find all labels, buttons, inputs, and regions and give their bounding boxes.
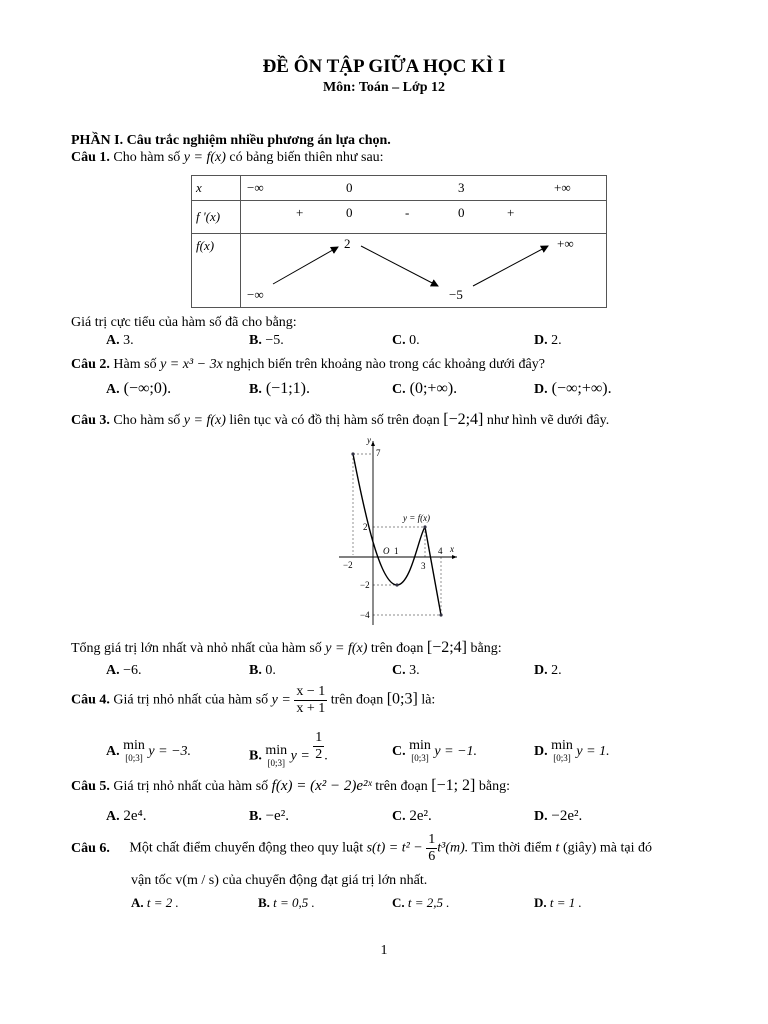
question-text: Giá trị cực tiểu của hàm số đã cho bằng: — [71, 315, 297, 330]
answer-b: B. −e². — [249, 808, 289, 824]
answer-c: C. min [0;3] y = −1. — [392, 738, 478, 763]
table-cell: +∞ — [557, 236, 574, 251]
variation-arrows — [241, 234, 601, 308]
question-3: Câu 3. Cho hàm số y = f(x) liên tục và có đồ thị hàm số trên đoạn [−2;4] như hình vẽ dưới đây. — [71, 411, 610, 428]
table-cell: 0 — [346, 180, 353, 195]
table-cell: +∞ — [554, 180, 571, 195]
table-cell: 0 — [458, 205, 465, 220]
curve-label: y = f(x) — [403, 513, 431, 523]
answer-a: A. (−∞;0). — [106, 380, 172, 397]
answer-b: B. −5. — [249, 333, 284, 348]
origin-label: O — [383, 546, 390, 556]
answer-b: B. 0. — [249, 663, 276, 678]
answer-d: D. min [0;3] y = 1. — [534, 738, 610, 763]
answer-d: D. 2. — [534, 333, 562, 348]
fraction: $\frac{x - 1}{x + 1}$ — [296, 684, 326, 716]
x-tick-label: 4 — [438, 546, 443, 556]
answer-a: A. 3. — [106, 333, 134, 348]
table-cell: + — [507, 205, 515, 220]
question-6: Câu 6. Một chất điểm chuyển động theo quy luật s(t) = t² − $\frac{1}{6}$ t³(m). Tìm thời điểm t (giây) mà tại đó — [71, 832, 652, 864]
answer-c: C. 3. — [392, 663, 420, 678]
question-label: Câu 1. — [71, 150, 110, 165]
page-subtitle: Môn: Toán – Lớp 12 — [322, 80, 446, 95]
answer-b: B. (−1;1). — [249, 380, 310, 397]
question-text: vận tốc v(m / s) của chuyển động đạt giá trị lớn nhất. — [131, 873, 428, 888]
question-5: Câu 5. Giá trị nhỏ nhất của hàm số f(x) = (x² − 2)e²ˣ trên đoạn [−1; 2] bằng: — [71, 777, 510, 794]
y-axis-label: y — [367, 435, 371, 445]
answer-c: C. 2e². — [392, 808, 432, 824]
table-cell: −∞ — [247, 287, 264, 302]
table-cell: - — [405, 205, 410, 220]
answer-a: A. −6. — [106, 663, 142, 678]
question-1 — [71, 150, 384, 166]
question-text: có bảng biến thiên như sau: — [229, 150, 384, 165]
table-cell: + — [296, 205, 304, 220]
table-cell: f '(x) — [196, 209, 221, 224]
answer-d: D. 2. — [534, 663, 562, 678]
math-expression: y = x³ − 3x — [160, 357, 223, 372]
x-tick-label: −2 — [343, 560, 353, 570]
x-axis-label: x — [450, 544, 454, 554]
y-tick-label: −2 — [360, 580, 370, 590]
table-cell: f(x) — [196, 238, 215, 253]
question-text: Tổng giá trị lớn nhất và nhỏ nhất của hàm số y = f(x) trên đoạn [−2;4] bằng: — [71, 639, 502, 656]
question-2: Câu 2. Hàm số y = x³ − 3x nghịch biến trên khoảng nào trong các khoảng dưới đây? — [71, 357, 545, 372]
answer-a: A. min [0;3] y = −3. — [106, 738, 192, 763]
table-cell: 3 — [458, 180, 465, 195]
answer-d: D. (−∞;+∞). — [534, 380, 612, 397]
table-cell: 2 — [344, 236, 351, 251]
y-tick-label: 7 — [376, 448, 381, 458]
page-title: ĐỀ ÔN TẬP GIỮA HỌC KÌ I — [262, 56, 506, 77]
math-expression: y = f(x) — [183, 150, 226, 165]
y-tick-label: 2 — [363, 522, 368, 532]
answer-c: C. t = 2,5 . — [392, 895, 450, 910]
question-text: Cho hàm số — [113, 150, 181, 165]
x-tick-label: 3 — [421, 561, 426, 571]
page-number: 1 — [380, 943, 388, 958]
table-cell: −∞ — [247, 180, 264, 195]
answer-d: D. −2e². — [534, 808, 583, 824]
answer-a: A. t = 2 . — [131, 895, 179, 910]
table-cell: −5 — [449, 287, 463, 302]
variation-table — [191, 175, 607, 308]
question-4: Câu 4. Giá trị nhỏ nhất của hàm số y = $\frac{x - 1}{x + 1}$ trên đoạn [0;3] là: — [71, 684, 436, 716]
answer-b: B. t = 0,5 . — [258, 895, 315, 910]
function-graph — [335, 435, 465, 630]
answer-c: C. (0;+∞). — [392, 380, 458, 397]
table-cell: x — [196, 180, 202, 195]
x-tick-label: 1 — [394, 546, 399, 556]
part-heading: PHẦN I. Câu trắc nghiệm nhiều phương án lựa chọn. — [71, 133, 391, 148]
answer-c: C. 0. — [392, 333, 420, 348]
table-cell: 0 — [346, 205, 353, 220]
answer-a: A. 2e⁴. — [106, 808, 147, 824]
answer-b: B. min [0;3] y = $\frac{1}{2}$ . — [249, 730, 328, 768]
y-tick-label: −4 — [360, 610, 370, 620]
answer-d: D. t = 1 . — [534, 895, 582, 910]
